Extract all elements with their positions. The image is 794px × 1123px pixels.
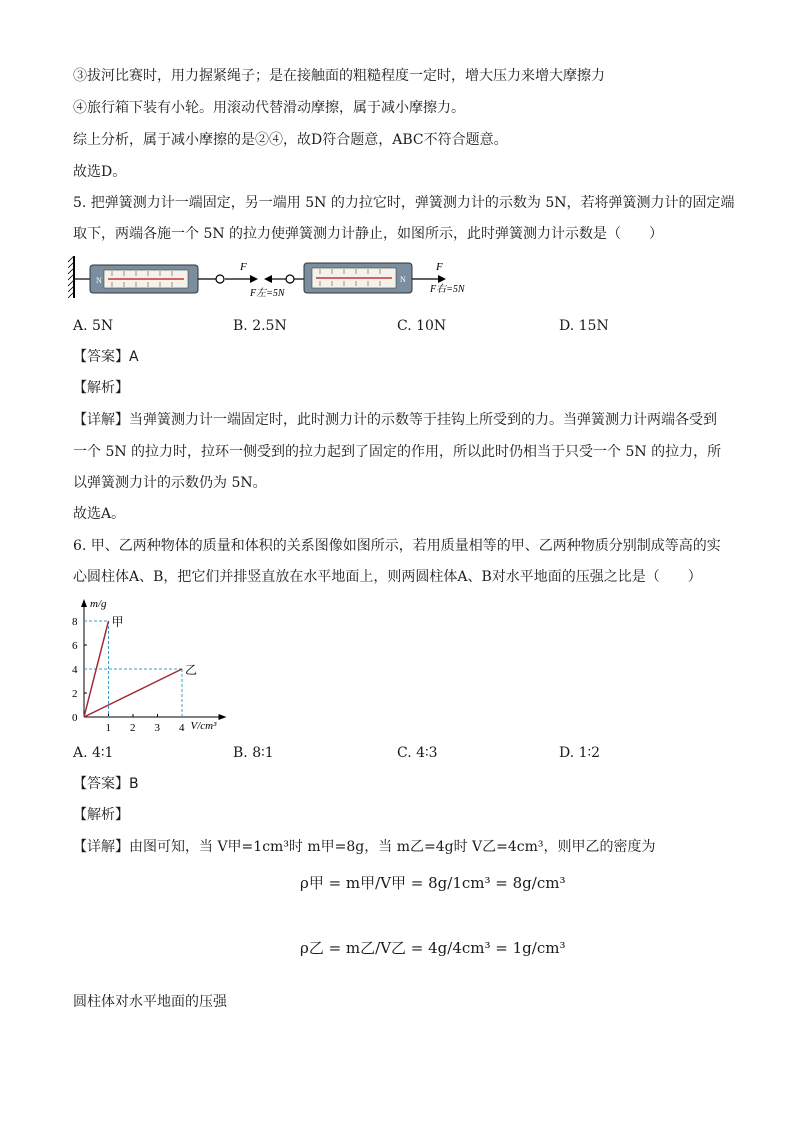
- q5-detail-line-1: 【详解】当弹簧测力计一端固定时，此时测力计的示数等于挂钩上所受到的力。当弹簧测力计两端各受到: [73, 412, 717, 428]
- scale2-unit: N: [400, 275, 406, 284]
- y-tick-label: 4: [72, 664, 78, 676]
- q6-option-a: A. 4∶1: [73, 745, 114, 761]
- q5-analysis-tag: 【解析】: [73, 380, 129, 396]
- q5-option-a: A. 5N: [73, 318, 114, 334]
- y-tick-label: 6: [72, 640, 78, 652]
- q6-answer: 【答案】B: [73, 776, 139, 792]
- series-line-1: [84, 669, 182, 717]
- q6-stem-line-1: 6. 甲、乙两种物体的质量和体积的关系图像如图所示，若用质量相等的甲、乙两种物质分别制成等高的实: [73, 538, 721, 554]
- spring-scale-figure: [68, 252, 488, 302]
- q6-option-d: D. 1∶2: [559, 745, 601, 761]
- mass-volume-chart: [60, 590, 250, 740]
- y-axis-label: m/g: [90, 598, 107, 610]
- x-axis-label: V/cm³: [190, 720, 217, 732]
- y-tick-label: 8: [72, 616, 78, 628]
- text-line-2: ④旅行箱下装有小轮。用滚动代替滑动摩擦，属于减小摩擦力。: [73, 100, 465, 116]
- scale1-unit: N: [96, 276, 102, 285]
- q5-answer: 【答案】A: [73, 349, 139, 365]
- q5-option-b: B. 2.5N: [233, 318, 287, 334]
- y-tick-label: 0: [72, 712, 78, 724]
- text-line-4: 故选D。: [73, 164, 127, 180]
- x-axis-arrow: [219, 714, 227, 720]
- series-label-1: 乙: [185, 663, 198, 677]
- series-label-0: 甲: [111, 615, 124, 629]
- q5-stem-line-2: 取下，两端各施一个 5N 的拉力使弹簧测力计静止，如图所示，此时弹簧测力计示数是（ ）: [73, 226, 664, 242]
- q5-conclusion: 故选A。: [73, 506, 126, 522]
- x-tick-label: 3: [154, 722, 160, 734]
- q5-detail-line-3: 以弹簧测力计的示数仍为 5N。: [73, 475, 267, 491]
- x-tick-label: 1: [105, 722, 111, 734]
- force-right-label: F右=5N: [430, 284, 465, 295]
- q6-option-b: B. 8∶1: [233, 745, 274, 761]
- y-tick-label: 2: [72, 688, 78, 700]
- q5-option-c: C. 10N: [397, 318, 447, 334]
- q5-detail-line-2: 一个 5N 的拉力时，拉环一侧受到的拉力起到了固定的作用，所以此时仍相当于只受一个 5N 的拉力，所: [73, 444, 722, 460]
- q6-final-line: 圆柱体对水平地面的压强: [73, 994, 227, 1010]
- text-line-3: 综上分析，属于减小摩擦的是②④，故D符合题意，ABC不符合题意。: [73, 132, 508, 148]
- text-line-1: ③拔河比赛时，用力握紧绳子；是在接触面的粗糙程度一定时，增大压力来增大摩擦力: [73, 68, 605, 84]
- x-tick-label: 4: [179, 722, 185, 734]
- q6-detail: 【详解】由图可知，当 V甲=1cm³时 m甲=8g，当 m乙=4g时 V乙=4cm³，则甲乙的密度为: [73, 839, 656, 855]
- formula-density-jia: ρ甲 = m甲/V甲 = 8g/1cm³ = 8g/cm³: [300, 874, 566, 892]
- formula-density-yi: ρ乙 = m乙/V乙 = 4g/4cm³ = 1g/cm³: [300, 939, 566, 957]
- force-f-label: F: [240, 261, 247, 273]
- q5-option-d: D. 15N: [559, 318, 609, 334]
- q6-analysis-tag: 【解析】: [73, 807, 129, 823]
- q6-stem-line-2: 心圆柱体A、B，把它们并排竖直放在水平地面上，则两圆柱体A、B对水平地面的压强之比是（ ）: [73, 569, 702, 585]
- force-f-right-top: F: [436, 261, 443, 273]
- y-axis-arrow: [81, 599, 87, 607]
- q6-option-c: C. 4∶3: [397, 745, 438, 761]
- q5-stem-line-1: 5. 把弹簧测力计一端固定，另一端用 5N 的力拉它时，弹簧测力计的示数为 5N，若将弹簧测力计的固定端: [73, 195, 735, 211]
- x-tick-label: 2: [130, 722, 136, 734]
- force-left-label: F左=5N: [250, 288, 285, 299]
